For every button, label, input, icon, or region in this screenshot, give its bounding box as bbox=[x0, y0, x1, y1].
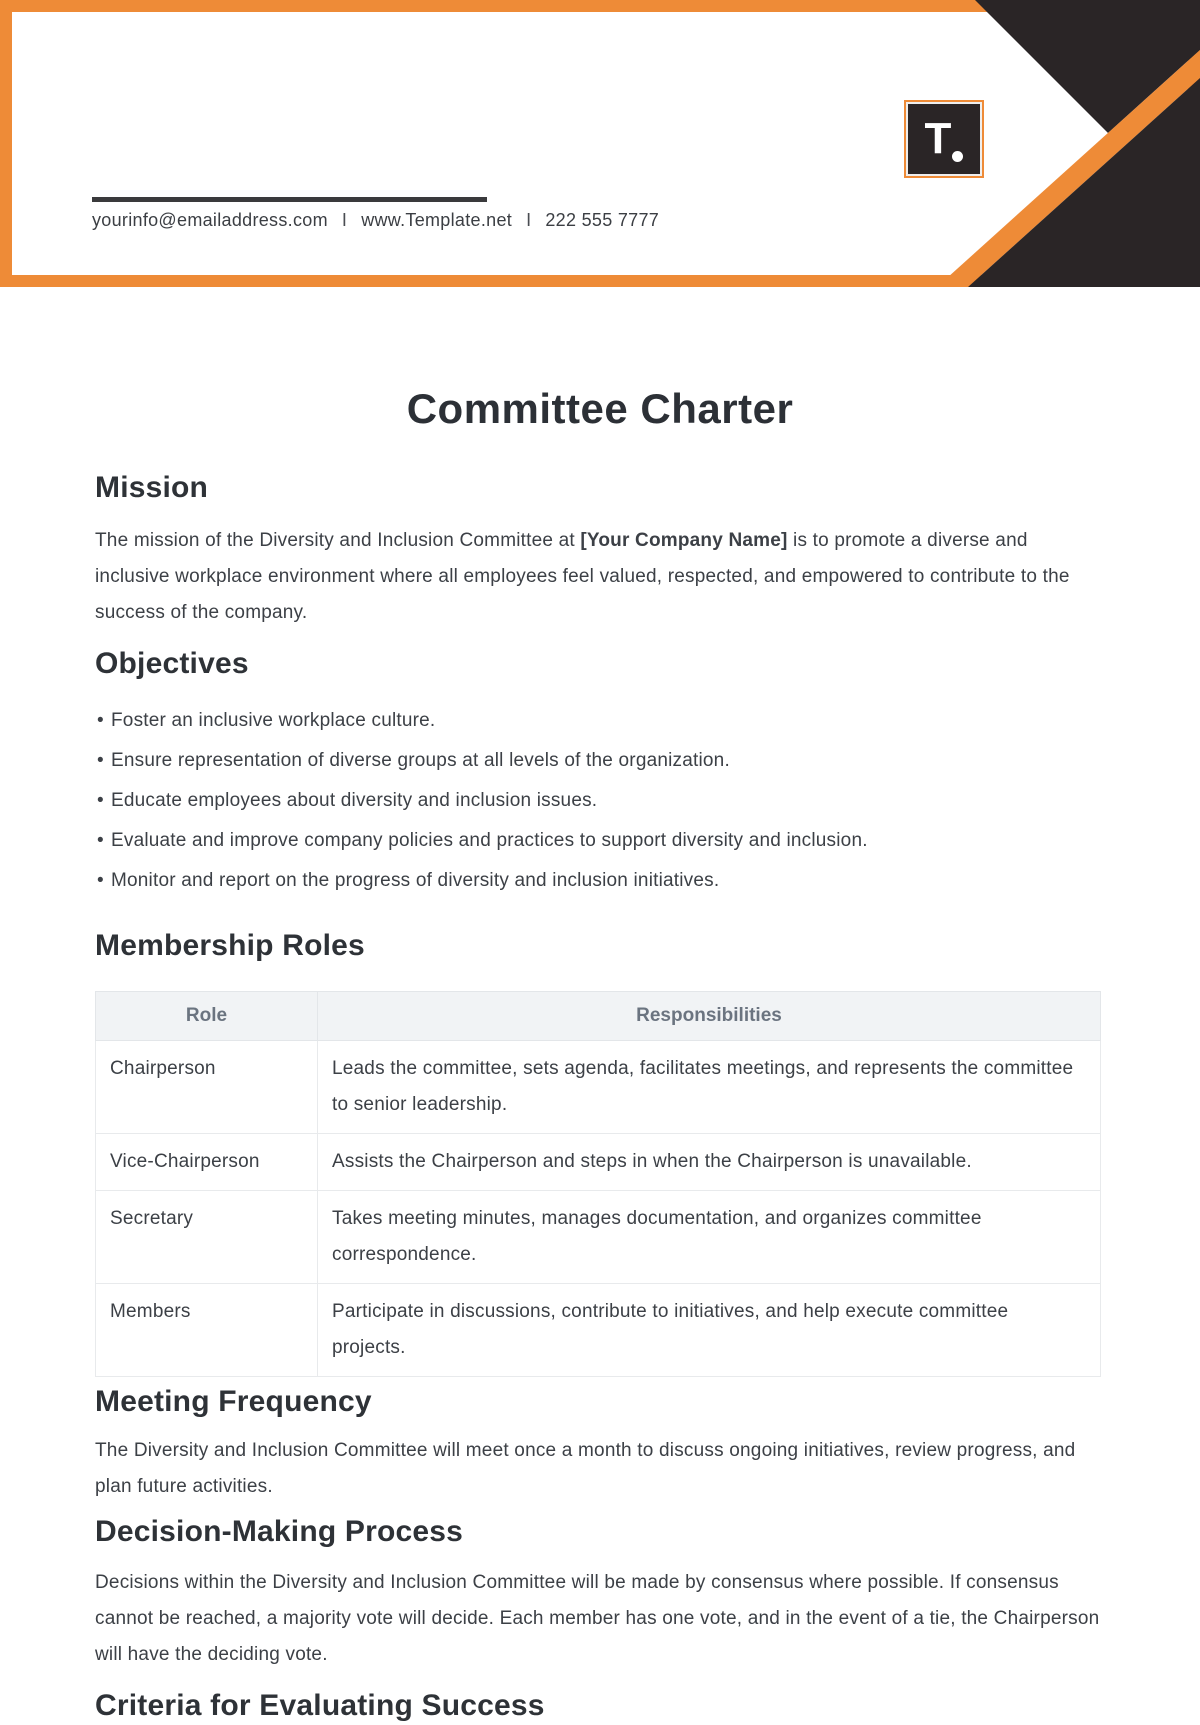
company-name-placeholder: [Your Company Name] bbox=[580, 530, 788, 551]
bullet-icon: • bbox=[97, 830, 104, 851]
brand-logo bbox=[904, 100, 984, 178]
responsibility-cell: Takes meeting minutes, manages documentation, and organizes committee correspondence. bbox=[318, 1191, 1101, 1284]
list-item bbox=[95, 863, 1105, 899]
list-item bbox=[95, 823, 1105, 859]
header-corner-art bbox=[0, 0, 1200, 287]
heading-meeting-frequency: Meeting Frequency bbox=[95, 1385, 372, 1418]
objective-text: Monitor and report on the progress of diversity and inclusion initiatives. bbox=[111, 870, 720, 891]
column-header-role: Role bbox=[96, 992, 318, 1041]
table-row bbox=[96, 1284, 1101, 1377]
table-header-row bbox=[96, 992, 1101, 1041]
page-title: Committee Charter bbox=[406, 385, 794, 432]
role-cell: Vice-Chairperson bbox=[96, 1134, 318, 1191]
list-item bbox=[95, 743, 1105, 779]
table-row bbox=[96, 1041, 1101, 1134]
meeting-frequency-paragraph: The Diversity and Inclusion Committee will meet once a month to discuss ongoing initiatives, review progress, and plan future activities. bbox=[95, 1440, 1076, 1497]
logo-letter: T bbox=[924, 114, 951, 163]
heading-membership-roles: Membership Roles bbox=[95, 929, 365, 962]
heading-criteria-clipped: Criteria for Evaluating Success bbox=[95, 1689, 545, 1722]
mission-text-pre: The mission of the Diversity and Inclusion Committee at bbox=[95, 530, 581, 551]
table-row bbox=[96, 1134, 1101, 1191]
bullet-icon: • bbox=[97, 790, 104, 811]
mission-paragraph bbox=[95, 523, 1105, 631]
heading-decision-making: Decision-Making Process bbox=[95, 1515, 464, 1548]
role-cell: Members bbox=[96, 1284, 318, 1377]
list-item bbox=[95, 703, 1105, 739]
objective-text: Educate employees about diversity and inclusion issues. bbox=[111, 790, 598, 811]
contact-website: www.Template.net bbox=[361, 210, 513, 230]
membership-roles-table bbox=[95, 991, 1101, 1377]
contact-line bbox=[92, 210, 659, 231]
contact-separator: I bbox=[526, 210, 532, 230]
heading-objectives: Objectives bbox=[95, 647, 249, 680]
responsibility-cell: Leads the committee, sets agenda, facilitates meetings, and represents the committee to senior leadership. bbox=[318, 1041, 1101, 1134]
header-divider-line bbox=[92, 197, 487, 202]
decision-making-paragraph: Decisions within the Diversity and Inclusion Committee will be made by consensus where possible. If consensus cannot be reached, a majority vote will decide. Each member has one vote, and in the event of a tie, the Chairperson will have the deciding vote. bbox=[95, 1572, 1100, 1665]
mission-text-post: is to promote a diverse and inclusive workplace environment where all employees feel valued, respected, and empowered to contribute to the success of the company. bbox=[95, 530, 1070, 623]
list-item bbox=[95, 783, 1105, 819]
objective-text: Foster an inclusive workplace culture. bbox=[111, 710, 436, 731]
contact-email: yourinfo@emailaddress.com bbox=[92, 210, 328, 230]
bullet-icon: • bbox=[97, 750, 104, 771]
table-row bbox=[96, 1191, 1101, 1284]
responsibility-cell: Participate in discussions, contribute to initiatives, and help execute committee projects. bbox=[318, 1284, 1101, 1377]
letterhead-header bbox=[0, 0, 1200, 287]
objectives-list bbox=[95, 703, 1105, 899]
contact-separator: I bbox=[341, 210, 348, 230]
contact-phone: 222 555 7777 bbox=[545, 210, 660, 230]
document-body bbox=[95, 383, 1105, 1725]
bullet-icon: • bbox=[97, 710, 104, 731]
logo-dot-icon bbox=[952, 151, 963, 162]
bullet-icon: • bbox=[97, 870, 104, 891]
role-cell: Secretary bbox=[96, 1191, 318, 1284]
responsibility-cell: Assists the Chairperson and steps in when the Chairperson is unavailable. bbox=[318, 1134, 1101, 1191]
role-cell: Chairperson bbox=[96, 1041, 318, 1134]
objective-text: Ensure representation of diverse groups at all levels of the organization. bbox=[111, 750, 730, 771]
objective-text: Evaluate and improve company policies and practices to support diversity and inclusion. bbox=[111, 830, 868, 851]
column-header-responsibilities: Responsibilities bbox=[318, 992, 1101, 1041]
heading-mission: Mission bbox=[95, 471, 209, 504]
